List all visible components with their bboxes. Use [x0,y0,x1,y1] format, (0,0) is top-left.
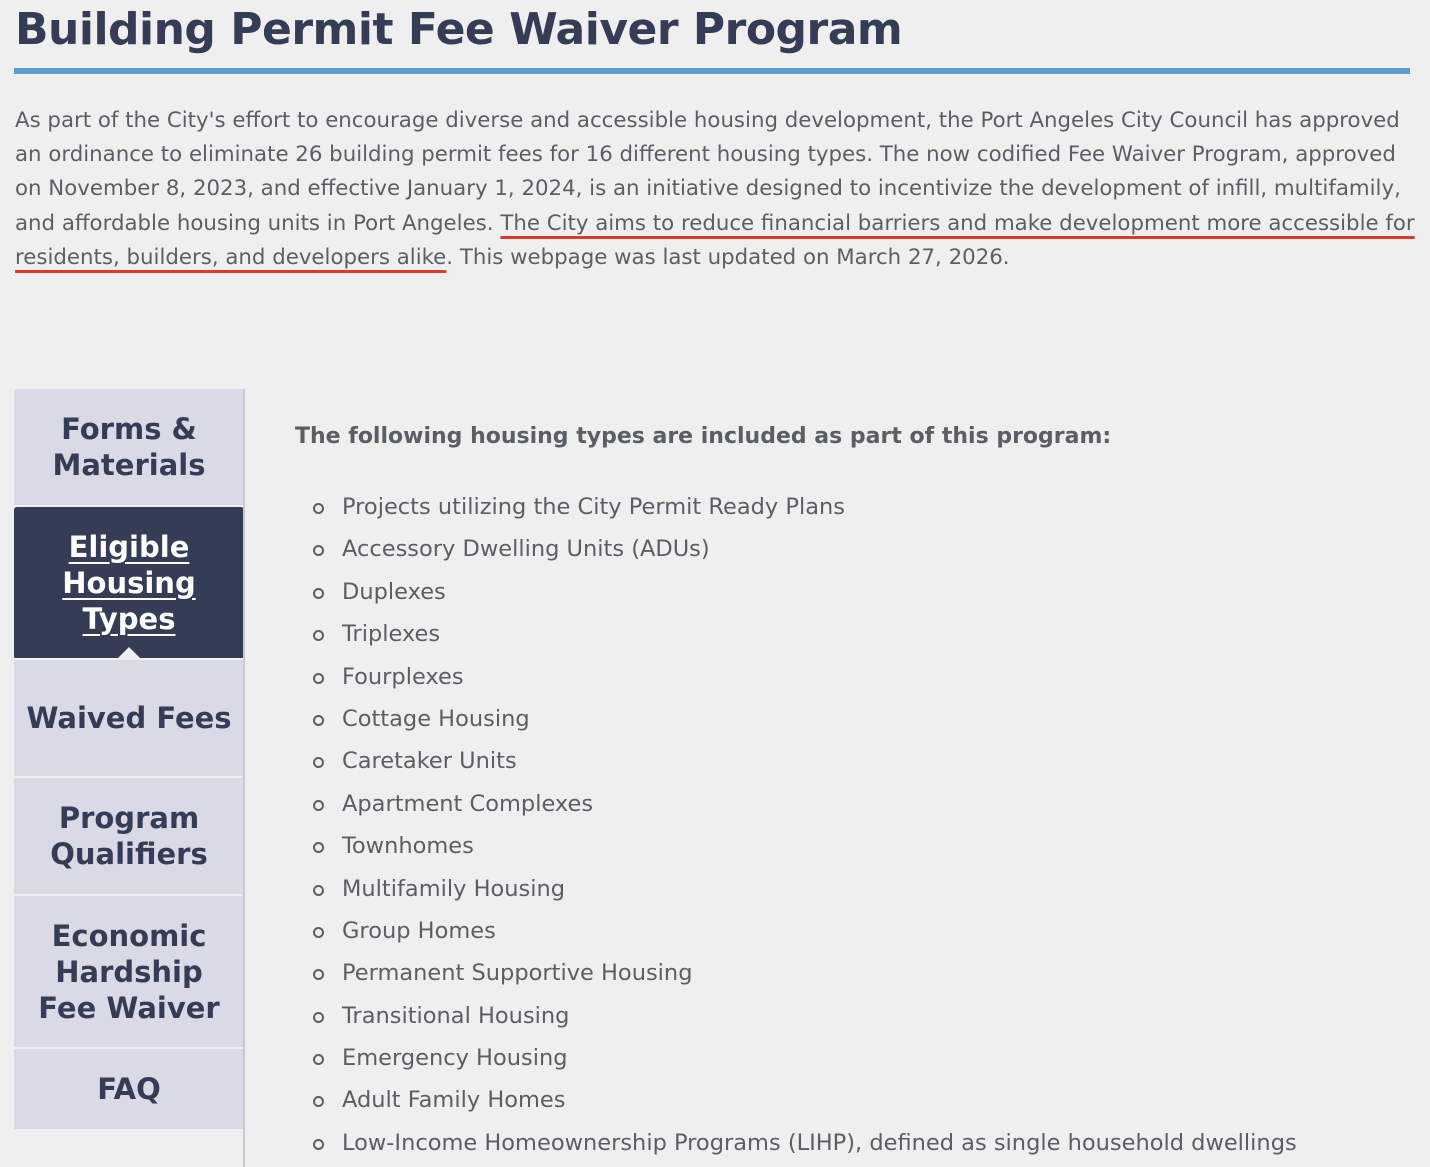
circle-bullet-icon [313,842,324,853]
circle-bullet-icon [313,588,324,599]
circle-bullet-icon [313,673,324,684]
list-item [310,740,1297,782]
list-item [310,486,1297,528]
list-item-text: Multifamily Housing [342,875,566,902]
list-item-text: Duplexes [342,578,446,605]
list-item [310,1122,1297,1164]
circle-bullet-icon [313,630,324,641]
list-item-text: Apartment Complexes [342,790,594,817]
intro-text-end: . This webpage was last updated on March 27, 2026. [446,244,1010,270]
tab-label: Eligible Housing Types [62,529,196,636]
circle-bullet-icon [313,1012,324,1023]
circle-bullet-icon [313,1054,324,1065]
tab-label: Forms & Materials [52,412,206,482]
list-item-text: Adult Family Homes [342,1087,566,1114]
list-item-text: Triplexes [342,621,441,648]
list-item [310,698,1297,740]
list-item [310,528,1297,570]
list-item-text: Transitional Housing [342,1002,570,1029]
tab-eligible-housing-types[interactable] [14,507,244,660]
intro-highlighted-text: The City aims to reduce financial barriers and make development more accessible for residents, builders, and developers alike [15,210,1415,270]
tab-forms-materials[interactable] [14,389,244,507]
list-item-text: Cottage Housing [342,705,530,732]
tab-program-qualifiers[interactable] [14,778,244,896]
title-divider [14,68,1410,74]
circle-bullet-icon [313,1096,324,1107]
tab-list [14,389,244,1167]
list-item [310,995,1297,1037]
list-item [310,613,1297,655]
intro-paragraph [15,104,1415,275]
circle-bullet-icon [313,757,324,768]
list-item [310,910,1297,952]
list-item-text: Projects utilizing the City Permit Ready Plans [342,494,845,520]
circle-bullet-icon [313,885,324,896]
list-item [310,825,1297,867]
list-item [310,1037,1297,1079]
tab-label: FAQ [97,1072,161,1106]
tab-label: Program Qualifiers [50,801,208,871]
list-item [310,1079,1297,1121]
circle-bullet-icon [313,800,324,811]
tab-panel-divider [243,389,245,1167]
circle-bullet-icon [313,969,324,980]
circle-bullet-icon [313,1139,324,1150]
housing-types-list [310,486,1297,1164]
list-item-text: Townhomes [342,833,474,860]
list-item [310,952,1297,994]
circle-bullet-icon [313,715,324,726]
list-item-text: Fourplexes [342,663,464,690]
circle-bullet-icon [313,503,324,514]
intro-text: As part of the City's effort to encourage diverse and accessible housing development, the Port Angeles City Council has approved an ordinance to eliminate 26 building permit fees for 16 different housing types. The now codified Fee Waiver Program, approved on November 8, 2023, and effective January 1, 2024, is an initiative designed to incentivize the development of infill, multifamily, and affordable housing units in Port Angeles. [15,108,1401,236]
tab-waived-fees[interactable] [14,660,244,778]
housing-types-heading: The following housing types are included as part of this program: [295,424,1112,449]
tab-label: Waived Fees [26,701,232,735]
list-item-text: Accessory Dwelling Units (ADUs) [342,536,710,563]
list-item [310,783,1297,825]
page-title: Building Permit Fee Waiver Program [15,4,903,55]
list-item-text: Low-Income Homeownership Programs (LIHP), defined as single household dwellings [342,1129,1297,1156]
tab-label: Economic Hardship Fee Waiver [38,918,220,1025]
list-item [310,656,1297,698]
list-item [310,571,1297,613]
tab-economic-hardship-fee-waiver[interactable] [14,896,244,1049]
list-item [310,868,1297,910]
circle-bullet-icon [313,927,324,938]
list-item-text: Group Homes [342,917,496,944]
tab-faq[interactable] [14,1049,244,1131]
list-item-text: Caretaker Units [342,748,517,775]
list-item-text: Emergency Housing [342,1045,568,1072]
circle-bullet-icon [313,545,324,556]
list-item-text: Permanent Supportive Housing [342,960,693,987]
